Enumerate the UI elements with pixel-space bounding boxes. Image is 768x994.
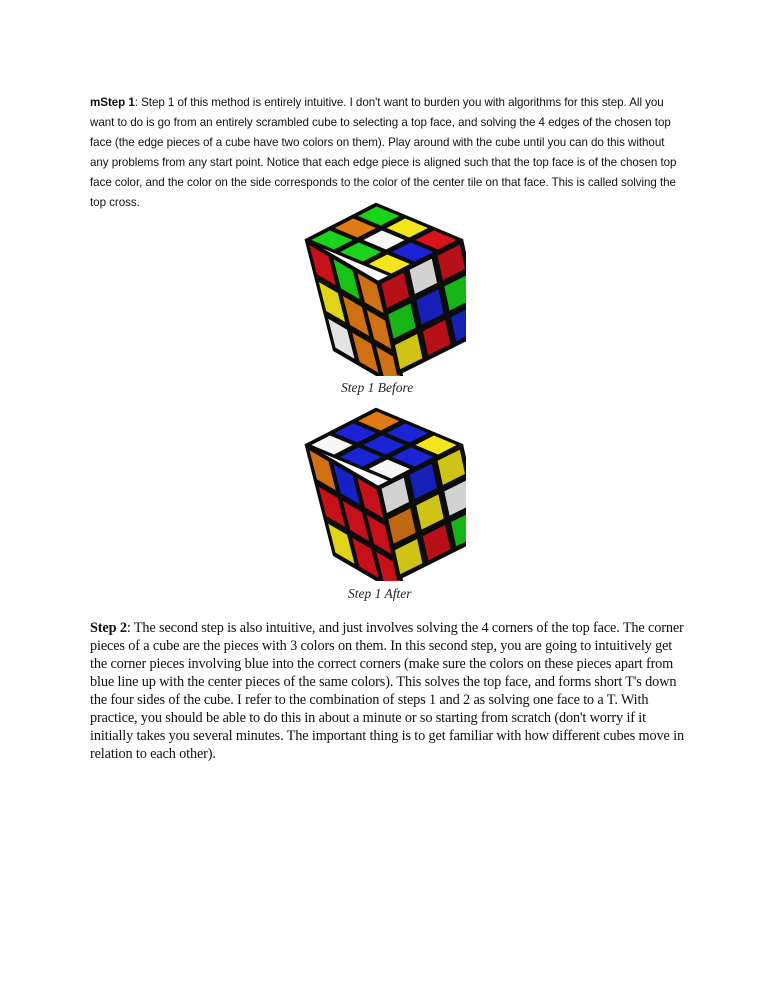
caption-step1-after: Step 1 After <box>348 586 412 601</box>
step1-paragraph <box>90 93 682 213</box>
cube-before-image <box>300 200 466 376</box>
step2-text: : The second step is also intuitive, and just involves solving the 4 corners of the top face. The corner pieces of a cube are the pieces with 3 colors on them. In this second step, you are going to intuitively get the corner pieces involving blue into the correct corners (make sure the colors on these pieces apart from blue line up with the center pieces of the same colors). This solves the top face, and forms short T's down the four sides of the cube. I refer to the combination of steps 1 and 2 as solving one face to a T. With practice, you should be able to do this in about a minute or so starting from scratch (don't worry if it initially takes you several minutes. The important thing is to get familiar with how different cubes move in relation to each other). <box>90 620 684 762</box>
step1-text: : Step 1 of this method is entirely intuitive. I don't want to burden you with algorithms for this step. All you want to do is go from an entirely scrambled cube to selecting a top face, and solving the 4 edges of the chosen top face (the edge pieces of a cube have two colors on them). Play around with the cube until you can do this without any problems from any start point. Notice that each edge piece is aligned such that the top face is of the chosen top face color, and the color on the side corresponds to the color of the center tile on that face. This is called solving the top cross. <box>90 96 677 209</box>
step2-paragraph <box>90 619 690 763</box>
step2-label: Step 2 <box>90 620 127 636</box>
step1-label: mStep 1 <box>90 96 135 109</box>
caption-step1-before: Step 1 Before <box>341 380 414 395</box>
cube-after-image <box>300 405 466 581</box>
